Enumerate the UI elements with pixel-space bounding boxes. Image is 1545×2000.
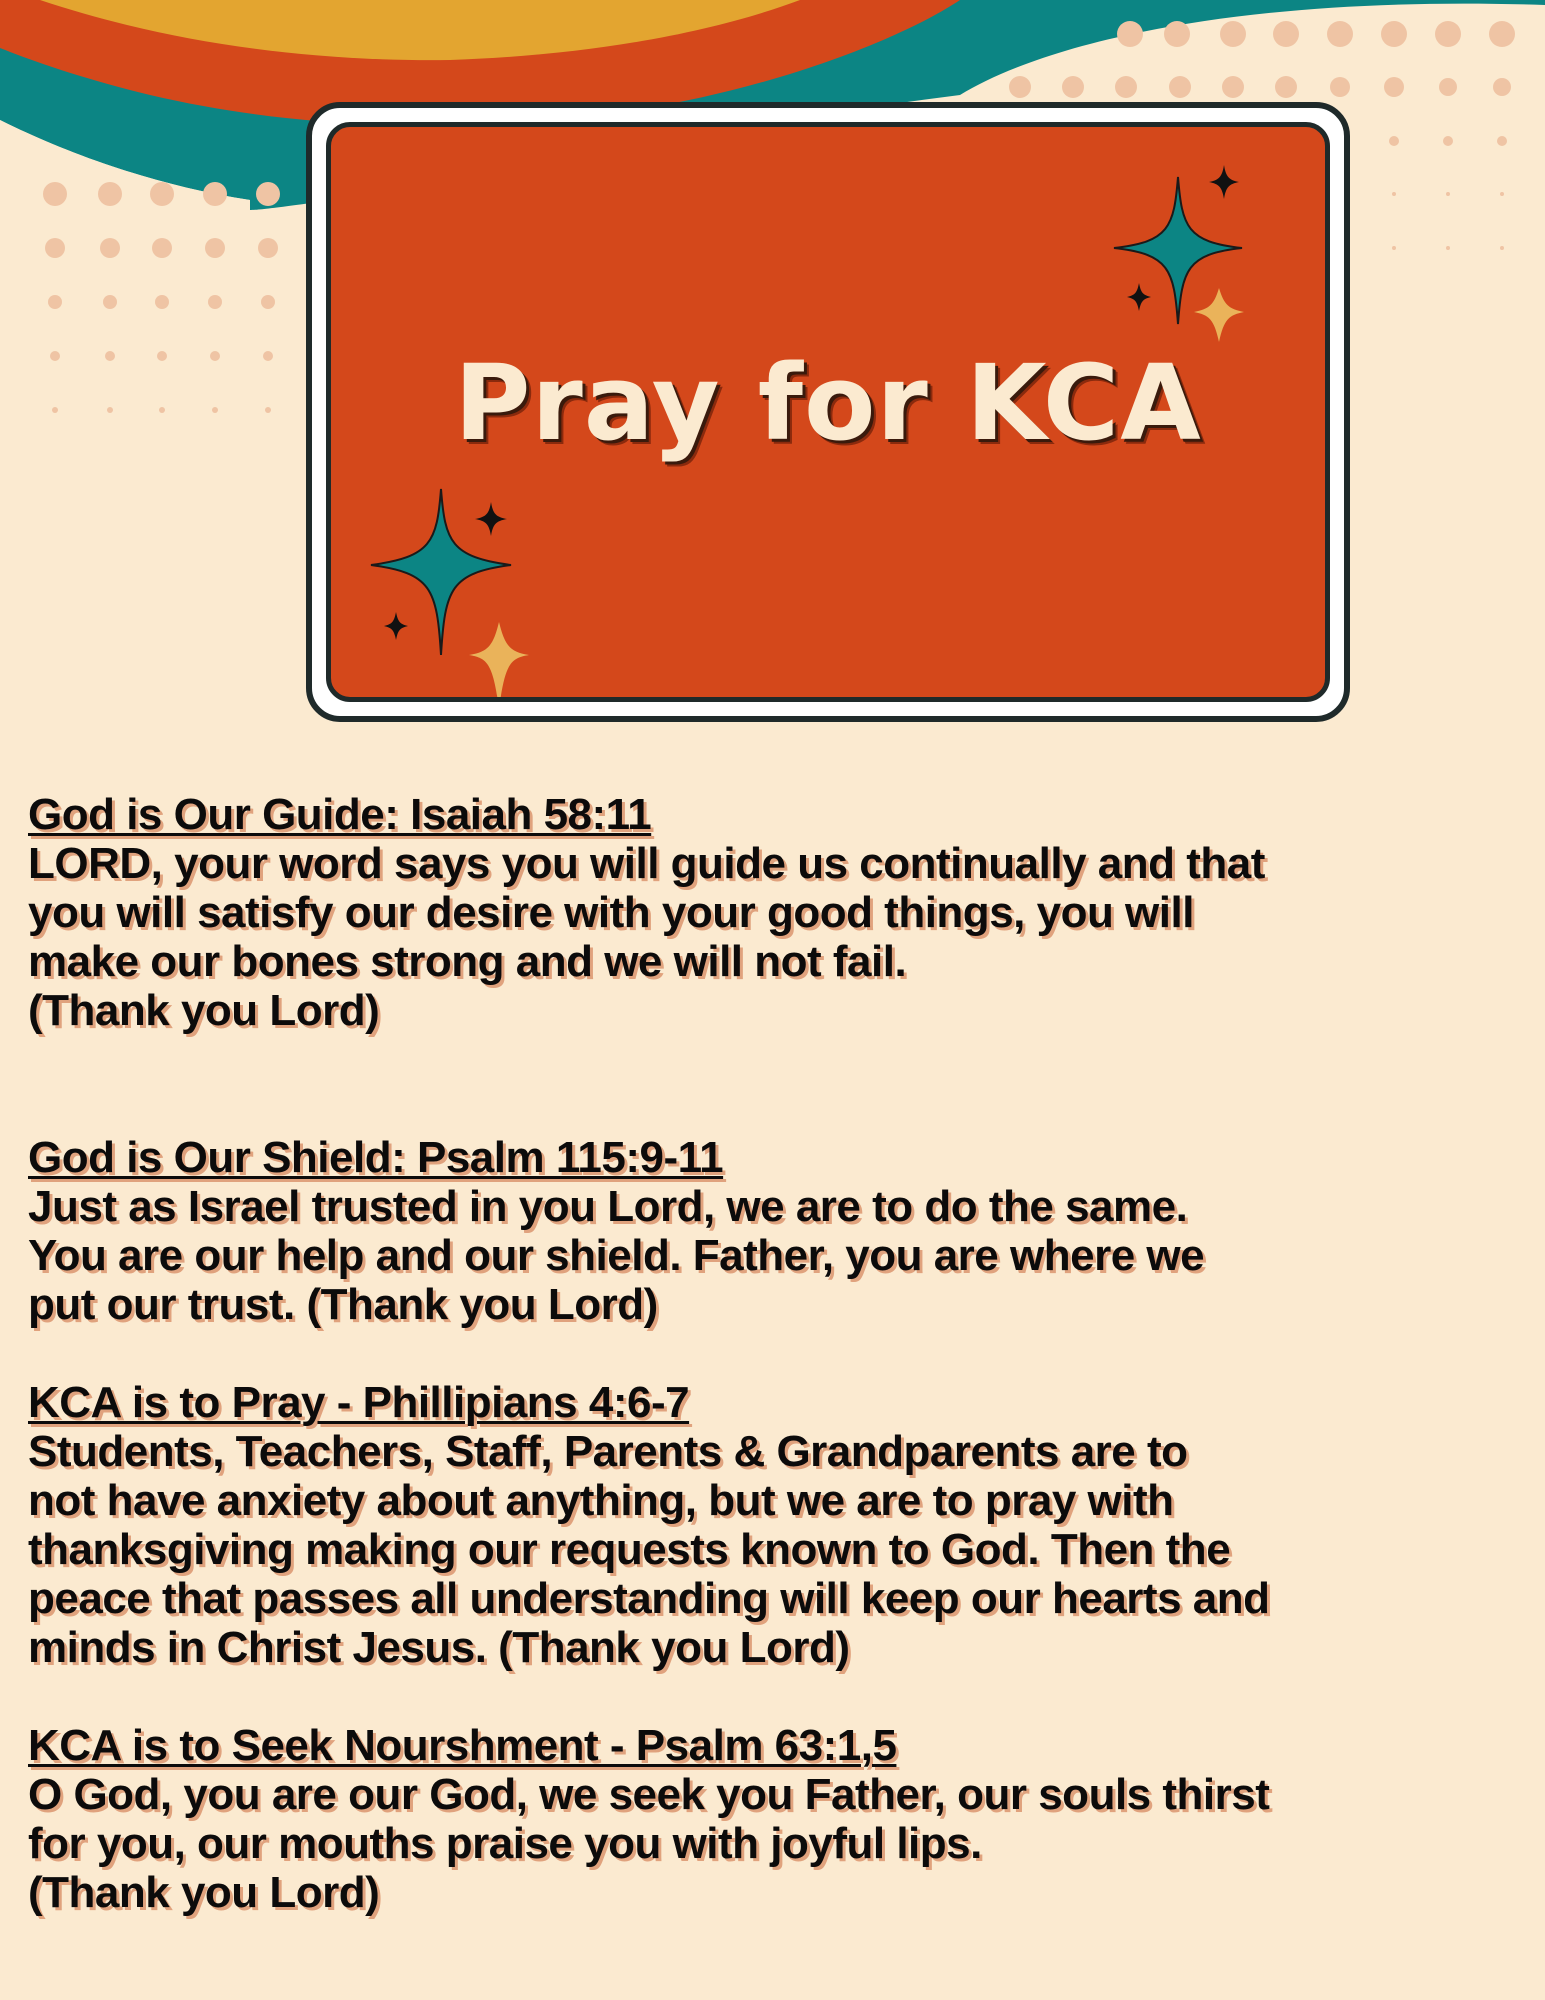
section-line: not have anxiety about anything, but we are to pray with — [28, 1476, 1174, 1525]
section-line: You are our help and our shield. Father, you are where we — [28, 1231, 1205, 1280]
section-line: make our bones strong and we will not fail. — [28, 937, 907, 986]
section-line: for you, our mouths praise you with joyful lips. — [28, 1819, 982, 1868]
section-line: minds in Christ Jesus. (Thank you Lord) — [28, 1623, 850, 1672]
section-line: peace that passes all understanding will keep our hearts and — [28, 1574, 1270, 1623]
sparkle-icon-top-right — [1114, 165, 1244, 342]
sparkle-icon-bottom-left — [371, 489, 529, 702]
section-heading: God is Our Guide: Isaiah 58:11 — [28, 790, 652, 839]
section-heading: KCA is to Seek Nourshment - Psalm 63:1,5 — [28, 1721, 897, 1770]
section-heading: God is Our Shield: Psalm 115:9-11 — [28, 1133, 724, 1182]
section-heading: KCA is to Pray - Phillipians 4:6-7 — [28, 1378, 690, 1427]
section-line: put our trust. (Thank you Lord) — [28, 1280, 658, 1329]
banner-panel — [326, 122, 1330, 702]
section-pray — [28, 1378, 1528, 1672]
section-line: thanksgiving making our requests known to God. Then the — [28, 1525, 1231, 1574]
section-line: O God, you are our God, we seek you Father, our souls thirst — [28, 1770, 1270, 1819]
section-line: LORD, your word says you will guide us continually and that — [28, 839, 1265, 888]
section-line: you will satisfy our desire with your good things, you will — [28, 888, 1194, 937]
prayer-content — [28, 790, 1528, 1917]
section-line: (Thank you Lord) — [28, 1868, 380, 1917]
banner-title: Pray for KCA — [454, 342, 1202, 464]
section-line: Just as Israel trusted in you Lord, we are to do the same. — [28, 1182, 1188, 1231]
title-banner — [306, 102, 1350, 722]
section-line: (Thank you Lord) — [28, 986, 380, 1035]
section-shield — [28, 1133, 1528, 1329]
section-guide — [28, 790, 1528, 1035]
section-nourishment — [28, 1721, 1528, 1917]
section-line: Students, Teachers, Staff, Parents & Grandparents are to — [28, 1427, 1188, 1476]
